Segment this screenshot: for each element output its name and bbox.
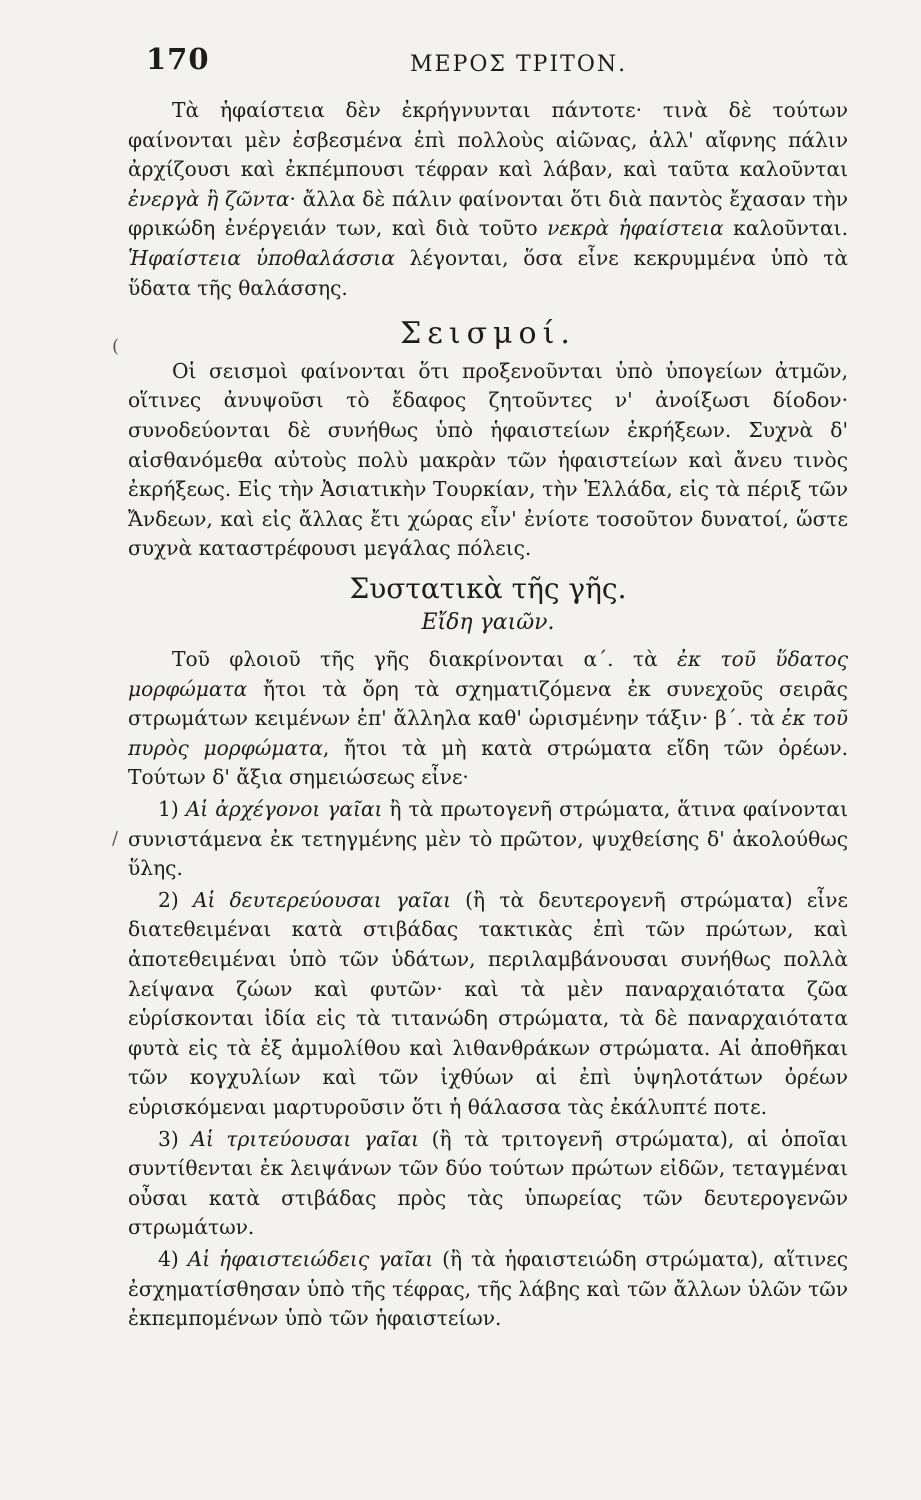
running-head: ΜΕΡΟΣ ΤΡΙΤΟΝ.	[410, 52, 628, 77]
italic-term: Αἱ δευτερεύουσαι γαῖαι	[192, 887, 451, 912]
list-item: 3) Αἱ τριτεύουσαι γαῖαι (ἢ τὰ τριτογενῆ στρώματα), αἱ ὁποῖαι συντίθενται ἐκ λειψάνων τῶν δύο τούτων πρώτων εἰδῶν, τεταγμέναι οὖσαι κατὰ στιβάδας πρὸς τὰς ὑπωρείας τῶν δευτερογενῶν στρωμάτων.	[128, 1126, 849, 1240]
italic-term: Αἱ τριτεύουσαι γαῖαι	[191, 1126, 420, 1151]
section-heading-composition: Συστατικὰ τῆς γῆς.	[349, 571, 627, 605]
italic-term: νεκρὰ ἡφαίστεια	[547, 216, 724, 241]
list-item: 1) Αἱ ἀρχέγονοι γαῖαι ἢ τὰ πρωτογενῆ στρώματα, ἅτινα φαίνονται συνιστάμενα ἐκ τετηγμένης μὲν τὸ πρῶτον, ψυχθείσης δ' ἀκολούθως ὕλης.	[128, 797, 848, 881]
paragraph-volcanoes: Τὰ ἡφαίστεια δὲν ἐκρήγνυνται πάντοτε· τινὰ δὲ τούτων φαίνονται μὲν ἐσβεσμένα ἐπὶ πολλοὺς αἰῶνας, ἀλλ' αἴφνης πάλιν ἀρχίζουσι καὶ ἐκπέμπουσι τέφραν καὶ λάβαν, καὶ ταῦτα καλοῦνται ἐνεργὰ ἢ ζῶντα· ἄλλα δὲ πάλιν φαίνονται ὅτι διὰ παντὸς ἔχασαν τὴν φρικώδη ἐνέργειάν των, καὶ διὰ τοῦτο νεκρὰ ἡφαίστεια καλοῦνται. Ἡφαίστεια ὑποθαλάσσια λέγονται, ὅσα εἶνε κεκρυμμένα ὑπὸ τὰ ὕδατα τῆς θαλάσσης.	[128, 98, 849, 300]
margin-bracket-mark: (	[112, 336, 120, 357]
margin-bracket-mark: /	[112, 828, 119, 849]
page-number: 170	[146, 42, 210, 76]
page-body	[128, 96, 848, 1334]
list-item: 4) Αἱ ἡφαιστειώδεις γαῖαι (ἢ τὰ ἡφαιστειώδη στρώματα), αἵτινες ἐσχηματίσθησαν ὑπὸ τῆς τέφρας, τῆς λάβης καὶ τῶν ἄλλων ὑλῶν τῶν ἐκπεμπομένων ὑπὸ τῶν ἡφαιστείων.	[128, 1246, 848, 1331]
italic-term: Αἱ ἡφαιστειώδεις γαῖαι	[187, 1246, 434, 1271]
subheading-soil-types: Εἴδη γαιῶν.	[421, 609, 555, 635]
italic-term: ἐκ τοῦ πυρὸς μορφώματα	[128, 706, 848, 760]
italic-term: ἐνεργὰ ἢ ζῶντα	[128, 186, 290, 211]
italic-term: ἐκ τοῦ ὕδατος μορφώματα	[128, 647, 848, 701]
page-header	[0, 38, 921, 88]
italic-term: Αἱ ἀρχέγονοι γαῖαι	[185, 797, 383, 822]
list-item: 2) Αἱ δευτερεύουσαι γαῖαι (ἢ τὰ δευτερογενῆ στρώματα) εἶνε διατεθειμέναι κατὰ στιβάδας τακτικὰς ἐπὶ τῶν πρώτων, καὶ ἀποτεθειμέναι ὑπὸ τῶν ὑδάτων, περιλαμβάνουσαι συνήθως πολλὰ λείψανα ζώων καὶ φυτῶν· καὶ τὰ μὲν παναρχαιότατα ζῶα εὑρίσκονται ἰδία εἰς τὰ τιτανώδη στρώματα, τὰ δὲ παναρχαιότατα φυτὰ εἰς τὰ ἐξ ἀμμολίθου καὶ λιθανθράκων στρώματα. Αἱ ἀποθῆκαι τῶν κογχυλίων καὶ τῶν ἰχθύων αἱ ἐπὶ ὑψηλοτάτων ὀρέων εὑρισκόμεναι μαρτυροῦσιν ὅτι ἡ θάλασσα τὰς ἐκάλυπτέ ποτε.	[128, 887, 848, 1119]
paragraph-crust: Τοῦ φλοιοῦ τῆς γῆς διακρίνονται α΄. τὰ ἐκ τοῦ ὕδατος μορφώματα ἤτοι τὰ ὄρη τὰ σχηματιζόμενα ἐκ συνεχοῦς σειρᾶς στρωμάτων κειμένων ἐπ' ἄλληλα καθ' ὡρισμένην τάξιν· β΄. τὰ ἐκ τοῦ πυρὸς μορφώματα, ἤτοι τὰ μὴ κατὰ στρώματα εἴδη τῶν ὀρέων. Τούτων δ' ἄξια σημειώσεως εἶνε·	[128, 647, 849, 790]
paragraph-earthquakes: Οἱ σεισμοὶ φαίνονται ὅτι προξενοῦνται ὑπὸ ὑπογείων ἀτμῶν, οἵτινες ἀνυψοῦσι τὸ ἔδαφος ζητοῦντες ν' ἀνοίξωσι δίοδον· συνοδεύονται δὲ συνήθως ὑπὸ ἡφαιστείων ἐκρήξεων. Συχνὰ δ' αἰσθανόμεθα αὐτοὺς πολὺ μακρὰν τῶν ἡφαιστείων καὶ ἄνευ τινὸς ἐκρήξεως. Εἰς τὴν Ἀσιατικὴν Τουρκίαν, τὴν Ἑλλάδα, εἰς τὰ πέριξ τῶν Ἄνδεων, καὶ εἰς ἄλλας ἔτι χώρας εἶν' ἐνίοτε τοσοῦτον δυνατοί, ὥστε συχνὰ καταστρέφουσι μεγάλας πόλεις.	[128, 358, 848, 561]
section-heading-earthquakes: Σεισμοί.	[400, 316, 576, 352]
italic-term: Ἡφαίστεια ὑποθαλάσσια	[128, 245, 395, 270]
